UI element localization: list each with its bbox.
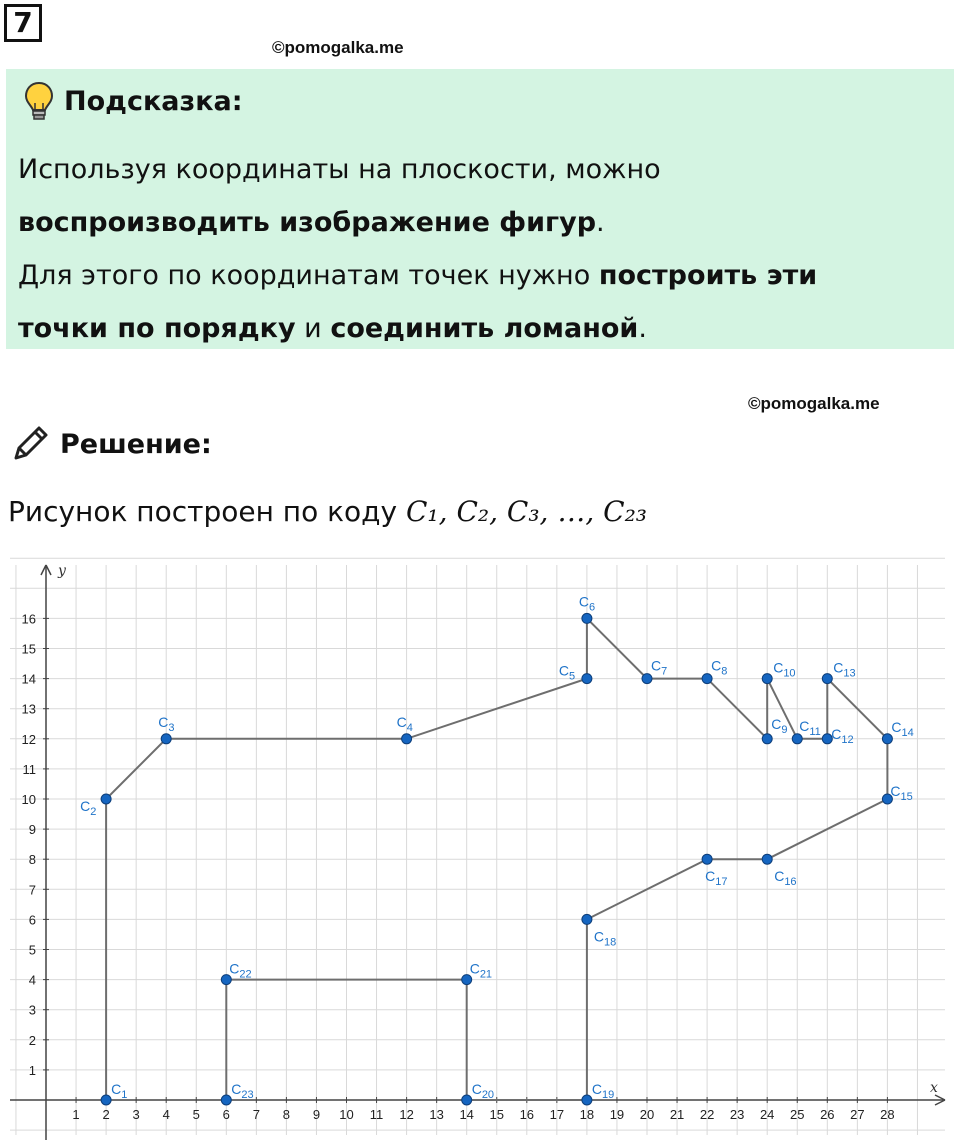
- hint-line-4: точки по порядку и соединить ломаной.: [18, 313, 647, 344]
- x-tick-label: 7: [252, 1107, 260, 1122]
- x-tick-label: 4: [162, 1107, 170, 1122]
- x-tick-label: 22: [699, 1107, 715, 1122]
- hint-text: [18, 143, 817, 355]
- hint-line-2: воспроизводить изображение фигур.: [18, 207, 605, 238]
- point-c9: [762, 734, 772, 744]
- hint-header: [24, 81, 243, 121]
- y-tick-label: 4: [28, 972, 36, 988]
- y-tick-label: 12: [21, 731, 36, 747]
- point-label-c18: $C_{18}$: [593, 928, 617, 949]
- x-tick-label: 2: [102, 1107, 110, 1122]
- hint-line-1: Используя координаты на плоскости, можно: [18, 154, 661, 185]
- x-tick-label: 12: [399, 1107, 414, 1122]
- point-c17: [702, 854, 712, 864]
- pencil-icon: [8, 422, 52, 466]
- point-c8: [702, 674, 712, 684]
- point-c3: [161, 734, 171, 744]
- x-tick-label: 26: [820, 1107, 835, 1122]
- point-label-c7: $C_7$: [651, 657, 668, 678]
- point-c18: [582, 914, 592, 924]
- x-tick-label: 17: [549, 1107, 565, 1122]
- point-label-c10: $C_{10}$: [773, 659, 796, 680]
- point-c1: [101, 1095, 111, 1105]
- x-tick-label: 6: [222, 1107, 230, 1122]
- x-tick-label: 27: [850, 1107, 865, 1122]
- y-tick-label: 13: [21, 701, 36, 717]
- point-c5: [582, 674, 592, 684]
- point-label-c17: $C_{17}$: [705, 868, 728, 889]
- point-label-c1: $C_1$: [111, 1081, 128, 1101]
- point-label-c4: $C_4$: [396, 713, 413, 734]
- hint-box: [6, 69, 954, 349]
- x-tick-label: 8: [282, 1107, 291, 1122]
- y-tick-label: 16: [21, 611, 36, 627]
- point-c4: [402, 734, 412, 744]
- point-label-c2: $C_2$: [80, 798, 97, 818]
- point-label-c23: $C_{23}$: [231, 1081, 254, 1101]
- point-c11: [792, 734, 802, 744]
- y-tick-label: 10: [21, 792, 36, 807]
- point-c10: [762, 674, 772, 684]
- y-tick-label: 8: [28, 852, 36, 868]
- point-c7: [642, 674, 652, 684]
- x-tick-label: 21: [669, 1107, 685, 1122]
- point-label-c15: $C_{15}$: [890, 783, 913, 803]
- lightbulb-icon: [24, 81, 54, 121]
- watermark: ©pomogalka.me: [272, 38, 404, 57]
- point-label-c9: $C_9$: [771, 715, 788, 736]
- point-c2: [101, 794, 111, 804]
- x-tick-label: 9: [312, 1107, 321, 1122]
- x-tick-label: 24: [759, 1107, 775, 1122]
- y-tick-label: 6: [28, 912, 36, 928]
- y-tick-label: 3: [28, 1002, 36, 1018]
- point-c6: [582, 613, 592, 623]
- point-label-c13: $C_{13}$: [833, 659, 856, 680]
- x-axis-label: x: [930, 1080, 938, 1096]
- point-label-c5: $C_5$: [558, 662, 576, 683]
- y-tick-label: 2: [28, 1032, 36, 1048]
- point-c23: [221, 1095, 231, 1105]
- x-tick-label: 3: [132, 1107, 140, 1122]
- coordinate-chart: [0, 555, 960, 1142]
- point-c14: [882, 734, 892, 744]
- point-label-c8: $C_8$: [711, 657, 728, 678]
- solution-title: Решение:: [60, 428, 212, 460]
- x-tick-label: 16: [519, 1107, 535, 1122]
- x-tick-label: 15: [489, 1107, 504, 1122]
- solution-header: [8, 422, 212, 466]
- hint-line-3: Для этого по координатам точек нужно построить эти: [18, 260, 818, 291]
- x-tick-label: 20: [639, 1107, 655, 1122]
- point-c19: [582, 1095, 592, 1105]
- solution-text: Рисунок построен по коду C₁, C₂, C₃, …, C₂₃: [8, 495, 648, 528]
- formula: C₁, C₂, C₃, …, C₂₃: [406, 495, 648, 528]
- point-label-c11: $C_{11}$: [799, 717, 821, 738]
- y-tick-label: 11: [22, 761, 36, 777]
- point-label-c14: $C_{14}$: [891, 718, 914, 739]
- y-tick-label: 15: [21, 641, 36, 657]
- x-tick-label: 13: [429, 1107, 444, 1122]
- point-label-c6: $C_6$: [578, 593, 596, 614]
- watermark: ©pomogalka.me: [748, 394, 880, 413]
- y-tick-label: 14: [21, 671, 36, 687]
- point-label-c16: $C_{16}$: [774, 868, 797, 889]
- point-c13: [822, 674, 832, 684]
- x-tick-label: 25: [790, 1107, 805, 1122]
- hint-title: Подсказка:: [64, 85, 243, 117]
- y-tick-label: 1: [28, 1062, 36, 1078]
- x-tick-label: 18: [579, 1107, 595, 1122]
- y-tick-label: 9: [28, 822, 36, 838]
- point-c16: [762, 854, 772, 864]
- point-label-c19: $C_{19}$: [591, 1081, 615, 1101]
- x-tick-label: 10: [339, 1107, 354, 1122]
- y-tick-label: 7: [28, 882, 36, 898]
- task-number: 7: [4, 4, 42, 42]
- point-c20: [462, 1095, 472, 1105]
- x-tick-label: 5: [192, 1107, 200, 1122]
- x-tick-label: 1: [72, 1107, 80, 1122]
- x-tick-label: 11: [369, 1107, 384, 1122]
- x-tick-label: 19: [609, 1107, 625, 1122]
- point-label-c12: $C_{12}$: [831, 725, 854, 746]
- y-axis-label: y: [58, 563, 66, 579]
- point-label-c3: $C_3$: [158, 713, 175, 734]
- point-label-c20: $C_{20}$: [471, 1081, 495, 1101]
- x-tick-label: 23: [729, 1107, 745, 1122]
- point-label-c21: $C_{21}$: [469, 960, 493, 981]
- x-tick-label: 28: [880, 1107, 895, 1122]
- y-tick-label: 5: [28, 942, 36, 958]
- x-tick-label: 14: [459, 1107, 474, 1122]
- point-label-c22: $C_{22}$: [229, 960, 252, 981]
